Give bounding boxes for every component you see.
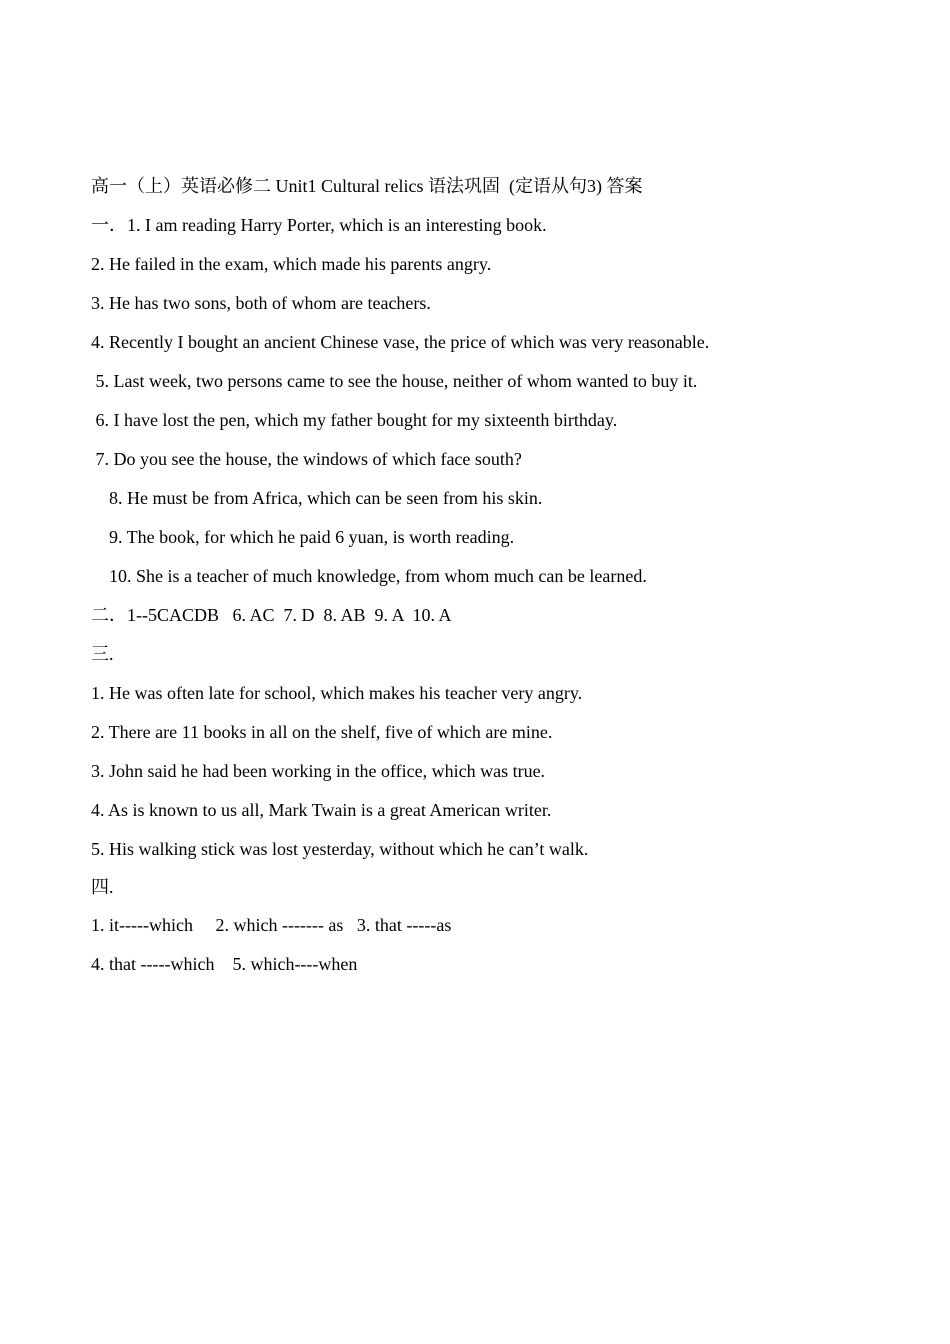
section1-line-2: 2. He failed in the exam, which made his parents angry. [91,254,492,274]
section1-line-1: 一．1. I am reading Harry Porter, which is an interesting book. [91,215,547,235]
section1-line-5: 5. Last week, two persons came to see the house, neither of whom wanted to buy it. [91,371,698,391]
document-title: 高一（上）英语必修二 Unit1 Cultural relics 语法巩固 (定语从句3) 答案 [91,176,643,196]
section4-line-2: 4. that -----which 5. which----when [91,954,358,974]
section1-line-8: 8. He must be from Africa, which can be seen from his skin. [91,488,543,508]
section1-line-10: 10. She is a teacher of much knowledge, from whom much can be learned. [91,566,647,586]
section3-line-4: 4. As is known to us all, Mark Twain is a great American writer. [91,800,552,820]
section1-line-9: 9. The book, for which he paid 6 yuan, is worth reading. [91,527,515,547]
section1-line-7: 7. Do you see the house, the windows of which face south? [91,449,522,469]
section3-heading: 三. [91,644,114,664]
section3-line-2: 2. There are 11 books in all on the shelf, five of which are mine. [91,722,553,742]
section1-line-3: 3. He has two sons, both of whom are teachers. [91,293,431,313]
section3-line-1: 1. He was often late for school, which makes his teacher very angry. [91,683,583,703]
section1-line-6: 6. I have lost the pen, which my father bought for my sixteenth birthday. [91,410,618,430]
section2-answers: 二．1--5CACDB 6. AC 7. D 8. AB 9. A 10. A [91,605,452,625]
section3-line-3: 3. John said he had been working in the office, which was true. [91,761,546,781]
section4-heading: 四. [91,877,114,897]
section1-line-4: 4. Recently I bought an ancient Chinese vase, the price of which was very reasonable. [91,332,710,352]
section4-line-1: 1. it-----which 2. which ------- as 3. that -----as [91,915,452,935]
section3-line-5: 5. His walking stick was lost yesterday, without which he can’t walk. [91,839,589,859]
